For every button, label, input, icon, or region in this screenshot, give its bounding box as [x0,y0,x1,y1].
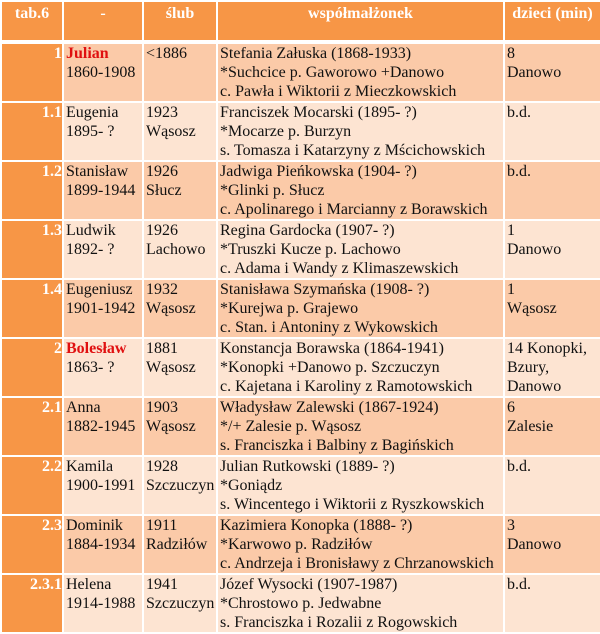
spouse-parents: c. Pawła i Wiktorii z Mieczkowskich [220,83,457,100]
spouse-origin: *Suchcice p. Gaworowo +Danowo [220,64,445,81]
spouse-parents: c. Kajetana i Karoliny z Ramotowskich [220,378,473,395]
spouse-name: Regina Gardocka (1907- ?) [220,222,395,239]
header-person: - [63,1,143,42]
children-place: Wąsosz [507,300,557,317]
wedding-cell [143,220,217,279]
person-cell [63,42,143,102]
spouse-name: Stanisława Szymańska (1908- ?) [220,281,430,298]
person-cell [63,397,143,456]
wedding-place: Wąsosz [146,300,196,317]
spouse-cell [217,279,504,338]
table-row [1,574,600,633]
spouse-name: Julian Rutkowski (1889- ?) [220,458,395,475]
wedding-year: <1886 [146,45,188,62]
wedding-year: 1911 [146,517,178,534]
wedding-year: 1932 [146,281,178,298]
header-children: dzieci (min) [504,1,600,42]
person-years: 1863- ? [66,359,115,376]
person-name: Stanisław [66,163,129,180]
spouse-parents: s. Franciszka i Balbiny z Bagińskich [220,437,454,454]
person-name: Kamila [66,458,114,475]
children-cell [504,220,600,279]
wedding-place: Wąsosz [146,359,196,376]
wedding-cell [143,456,217,515]
wedding-place: Radziłów [146,536,208,553]
spouse-origin: *Chrostowo p. Jedwabne [220,595,382,612]
spouse-name: Stefania Załuska (1868-1933) [220,45,412,62]
person-cell [63,102,143,161]
row-number: 2.2 [1,456,63,515]
wedding-year: 1923 [146,104,178,121]
wedding-place: Słucz [146,182,182,199]
wedding-cell [143,42,217,102]
spouse-cell [217,515,504,574]
person-cell [63,161,143,220]
children-place: Zalesie [507,418,554,435]
spouse-cell [217,42,504,102]
children-count: 8 [507,45,515,62]
spouse-parents: s. Wincentego i Wiktorii z Ryszkowskich [220,496,485,513]
spouse-parents: c. Apolinarego i Marcianny z Borawskich [220,201,488,218]
row-number: 1.1 [1,102,63,161]
person-years: 1914-1988 [66,595,136,612]
table-row [1,161,600,220]
person-cell [63,279,143,338]
wedding-place: Szczuczyn [146,477,215,494]
wedding-cell [143,515,217,574]
table-row [1,279,600,338]
header-spouse: współmałżonek [217,1,504,42]
children-place-extra: Danowo [507,378,562,395]
row-number: 2.1 [1,397,63,456]
spouse-cell [217,161,504,220]
spouse-cell [217,102,504,161]
spouse-cell [217,397,504,456]
children-place: Danowo [507,64,562,81]
wedding-cell [143,397,217,456]
spouse-origin: *Glinki p. Słucz [220,182,325,199]
spouse-cell [217,220,504,279]
header-tab: tab.6 [1,1,63,42]
wedding-cell [143,102,217,161]
person-years: 1899-1944 [66,182,136,199]
person-name: Anna [66,399,101,416]
person-name: Eugeniusz [66,281,133,298]
table-row [1,456,600,515]
row-number: 2 [1,338,63,397]
children-cell [504,397,600,456]
wedding-cell [143,279,217,338]
spouse-cell [217,574,504,633]
spouse-parents: c. Andrzeja i Bronisławy z Chrzanowskich [220,555,494,572]
header-wedding: ślub [143,1,217,42]
row-number: 2.3.1 [1,574,63,633]
spouse-parents: s. Franciszka i Rozalii z Rogowskich [220,614,458,631]
children-place: Danowo [507,536,562,553]
table-row [1,338,600,397]
children-place: Danowo [507,241,562,258]
spouse-parents: c. Adama i Wandy z Klimaszewskich [220,260,459,277]
spouse-name: Franciszek Mocarski (1895- ?) [220,104,417,121]
children-count: b.d. [507,104,531,121]
spouse-name: Kazimiera Konopka (1888- ?) [220,517,413,534]
spouse-origin: *Karwowo p. Radziłów [220,536,373,553]
children-cell [504,161,600,220]
table-row [1,515,600,574]
wedding-place: Wąsosz [146,123,196,140]
row-number: 1.3 [1,220,63,279]
spouse-parents: s. Tomasza i Katarzyny z Mścichowskich [220,142,486,159]
spouse-origin: *Truszki Kucze p. Lachowo [220,241,401,258]
spouse-name: Konstancja Borawska (1864-1941) [220,340,444,357]
children-count: 1 [507,281,515,298]
wedding-year: 1926 [146,222,178,239]
person-name: Helena [66,576,112,593]
spouse-origin: *Goniądz [220,477,283,494]
spouse-cell [217,456,504,515]
person-years: 1860-1908 [66,64,136,81]
wedding-year: 1903 [146,399,178,416]
person-years: 1900-1991 [66,477,136,494]
person-years: 1901-1942 [66,300,136,317]
header-row [1,1,600,42]
person-cell [63,574,143,633]
wedding-year: 1928 [146,458,178,475]
table-row [1,42,600,102]
spouse-origin: *Kurejwa p. Grajewo [220,300,359,317]
spouse-name: Józef Wysocki (1907-1987) [220,576,398,593]
wedding-place: Lachowo [146,241,206,258]
person-years: 1892- ? [66,241,115,258]
wedding-year: 1941 [146,576,178,593]
children-cell [504,102,600,161]
table-row [1,102,600,161]
person-years: 1895- ? [66,123,115,140]
person-years: 1884-1934 [66,536,136,553]
children-count: b.d. [507,458,531,475]
person-cell [63,220,143,279]
children-cell [504,42,600,102]
row-number: 1.4 [1,279,63,338]
person-name: Julian [66,45,109,62]
wedding-cell [143,338,217,397]
children-cell [504,338,600,397]
children-cell [504,574,600,633]
table-row [1,220,600,279]
person-cell [63,515,143,574]
wedding-cell [143,161,217,220]
spouse-origin: */+ Zalesie p. Wąsosz [220,418,362,435]
children-count: 14 Konopki, [507,340,587,357]
person-name: Ludwik [66,222,116,239]
row-number: 1.2 [1,161,63,220]
person-name: Eugenia [66,104,119,121]
children-place: Bzury, [507,359,550,376]
children-count: 6 [507,399,515,416]
row-number: 1 [1,42,63,102]
person-cell [63,338,143,397]
person-cell [63,456,143,515]
person-name: Bolesław [66,340,127,357]
wedding-place: Szczuczyn [146,595,215,612]
row-number: 2.3 [1,515,63,574]
spouse-name: Jadwiga Pieńkowska (1904- ?) [220,163,417,180]
children-cell [504,279,600,338]
person-years: 1882-1945 [66,418,136,435]
spouse-origin: *Mocarze p. Burzyn [220,123,352,140]
children-count: 1 [507,222,515,239]
wedding-year: 1926 [146,163,178,180]
wedding-place: Wąsosz [146,418,196,435]
children-count: b.d. [507,576,531,593]
children-cell [504,456,600,515]
person-name: Dominik [66,517,123,534]
spouse-origin: *Konopki +Danowo p. Szczuczyn [220,359,440,376]
table-row [1,397,600,456]
children-count: 3 [507,517,515,534]
children-count: b.d. [507,163,531,180]
spouse-name: Władysław Zalewski (1867-1924) [220,399,439,416]
spouse-cell [217,338,504,397]
wedding-year: 1881 [146,340,178,357]
wedding-cell [143,574,217,633]
children-cell [504,515,600,574]
spouse-parents: c. Stan. i Antoniny z Wykowskich [220,319,438,336]
